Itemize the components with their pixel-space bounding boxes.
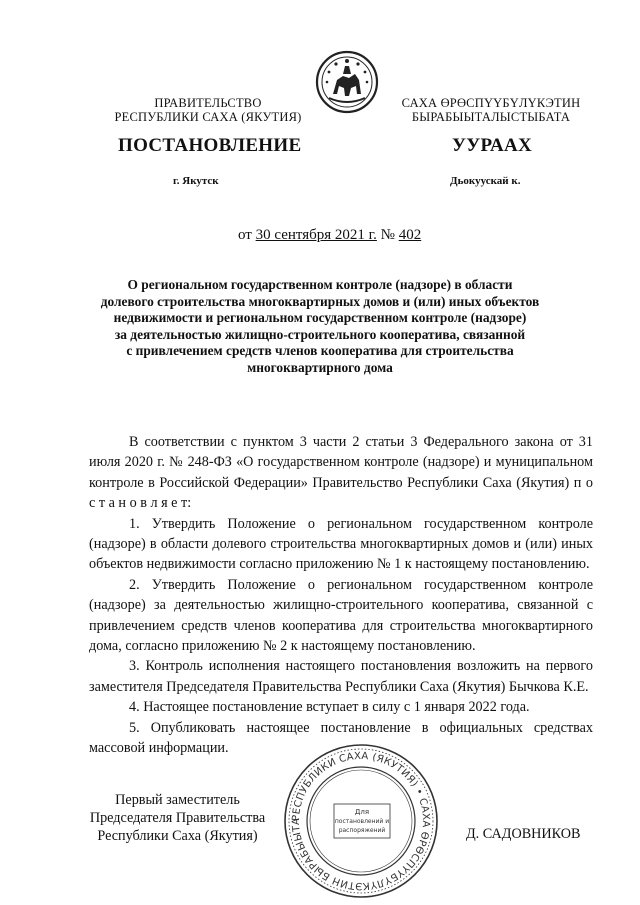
signatory-position-line3: Республики Саха (Якутия): [97, 828, 258, 844]
body-paragraph-2: 2. Утвердить Положение о региональном государственном контроле (надзоре) за деятельностью жилищно-строительного кооператива, связанной с привлечением средств членов кооператива для строительства многоквартирного дома, согласно приложению № 2 к настоящему постановлению.: [89, 576, 593, 655]
number-prefix: №: [376, 227, 399, 243]
body-paragraph-preamble: В соответствии с пунктом 3 части 2 статьи 3 Федерального закона от 31 июля 2020 г. № 248-ФЗ «О государственном контроле (надзоре) и муниципальном контроле в Российской Федерации» Правительство Республики Саха (Якутия) п о с т а н о в л я е т:: [89, 434, 593, 512]
seal-ring-text: РЕСПУБЛИКИ САХА (ЯКУТИЯ) • САХА ӨРӨСПҮҮБҮЛҮКЭТИН БЫРАБЫЫТА: [290, 750, 432, 892]
document-title: [60, 277, 580, 377]
signatory-position-line1: Первый заместитель: [115, 792, 240, 808]
signatory-position: [60, 791, 295, 845]
signatory-position-line2: Председателя Правительства: [89, 810, 266, 826]
seal-center-line2: постановлений и: [334, 818, 390, 825]
official-seal: [282, 742, 440, 900]
doc-type-ru: ПОСТАНОВЛЕНИЕ: [118, 135, 302, 156]
seal-icon: [282, 742, 440, 900]
title-line: недвижимости и региональном государственном контроле (надзоре): [113, 310, 527, 326]
title-line: многоквартирного дома: [247, 359, 393, 375]
org-name-sah-line2: БЫРАБЫЫТАЛЫСТЫБАТА: [411, 110, 571, 124]
signatory-name: Д. САДОВНИКОВ: [466, 826, 581, 842]
org-name-sah: [385, 96, 597, 124]
title-line: долевого строительства многоквартирных домов и (или) иных объектов: [100, 293, 540, 309]
dateline-prefix: от: [238, 227, 256, 243]
seal-center-line3: распоряжений: [338, 827, 386, 834]
city-ru: г. Якутск: [173, 175, 219, 187]
org-name-ru-line1: ПРАВИТЕЛЬСТВО: [154, 96, 262, 110]
title-line: за деятельностью жилищно-строительного кооператива, связанной: [114, 326, 526, 342]
coat-of-arms-emblem: [315, 50, 379, 114]
seal-center-line1: Для: [354, 808, 370, 816]
city-sah: Дьокуускай к.: [450, 175, 521, 187]
title-line: О региональном государственном контроле (надзоре) в области: [127, 277, 513, 292]
emblem-icon: [315, 50, 379, 114]
title-line: с привлечением средств членов кооператива для строительства: [126, 343, 514, 359]
org-name-sah-line1: САХА ӨРӨСПҮҮБҮЛҮКЭТИН: [401, 96, 581, 110]
body-paragraph-4: 4. Настоящее постановление вступает в силу с 1 января 2022 года.: [129, 699, 530, 716]
document-body: [89, 432, 593, 759]
body-paragraph-5: 5. Опубликовать настоящее постановление в официальных средствах массовой информации.: [89, 719, 593, 757]
body-paragraph-3: 3. Контроль исполнения настоящего постановления возложить на первого заместителя Председателя Правительства Республики Саха (Якутия) Бычкова К.Е.: [89, 658, 593, 695]
document-date: 30 сентября 2021 г.: [255, 227, 377, 243]
doc-type-sah: УУРААХ: [452, 135, 533, 156]
body-paragraph-1: 1. Утвердить Положение о региональном государственном контроле (надзоре) в области долевого строительства многоквартирных домов и (или) иных объектов недвижимости согласно приложению № 1 к настоящему постановлению.: [89, 515, 593, 573]
document-number: 402: [398, 227, 422, 243]
org-name-ru-line2: РЕСПУБЛИКИ САХА (ЯКУТИЯ): [114, 110, 302, 124]
document-dateline: [238, 227, 421, 244]
org-name-ru: [98, 96, 318, 124]
svg-text:РЕСПУБЛИКИ САХА (ЯКУТИЯ) • САХ: [282, 742, 431, 891]
